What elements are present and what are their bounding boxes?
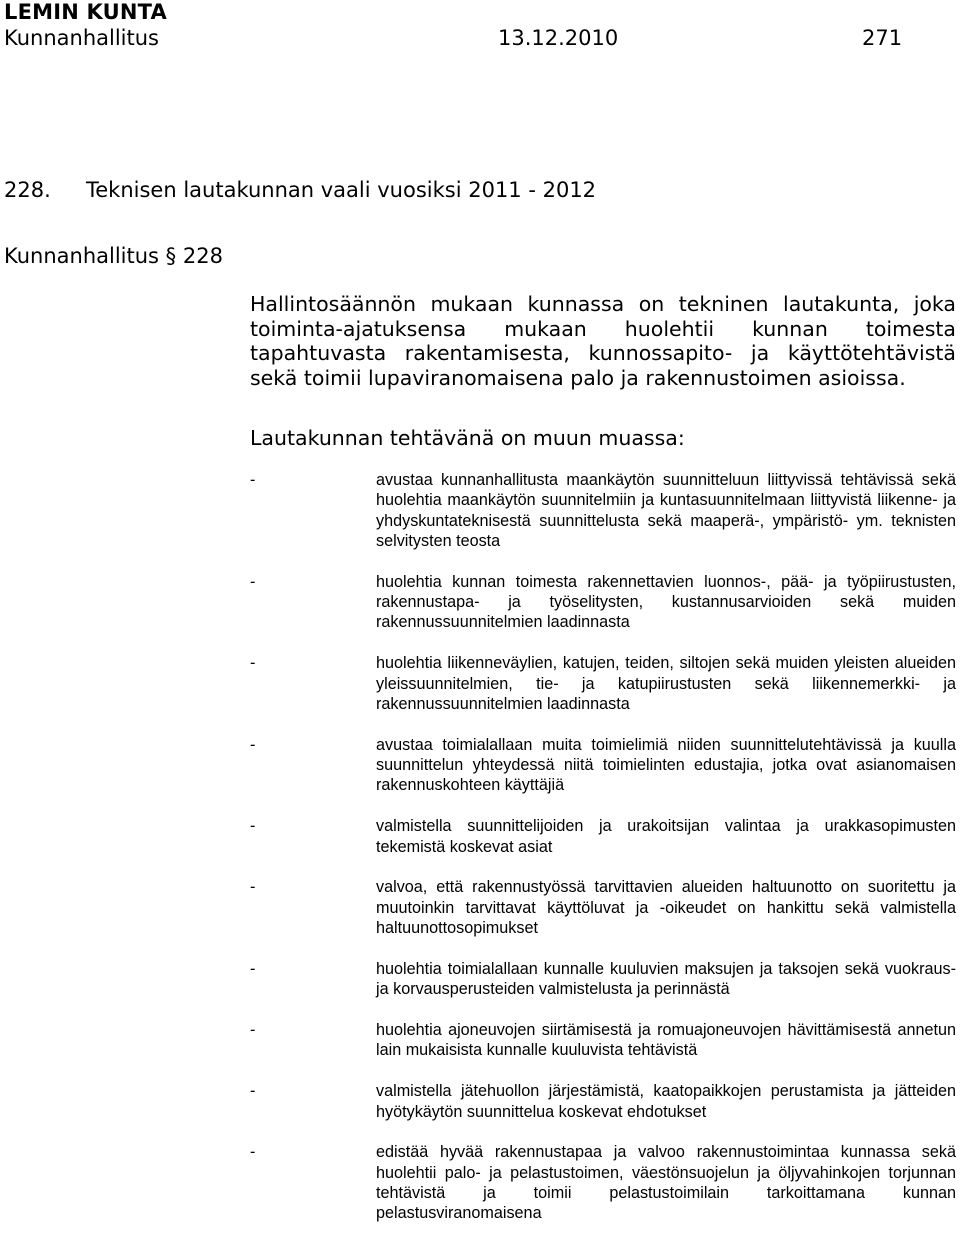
organization-name: LEMIN KUNTA: [4, 0, 168, 24]
task-text: huolehtia kunnan toimesta rakennettavien luonnos-, pää- ja työpiirustusten, rakennustapa- ja työselitysten, kustannusarvioiden sekä muiden rakennussuunnitelmien laadinnasta: [376, 572, 956, 632]
task-text: valvoa, että rakennustyössä tarvittavien alueiden haltuunotto on suoritettu ja muutoinkin tarvittavat käyttöluvat ja -oikeudet on hankittu sekä valmistella haltuunottosopimukset: [376, 878, 956, 938]
bullet-dash: -: [250, 654, 256, 673]
bullet-dash: -: [250, 572, 256, 591]
task-text: valmistella jätehuollon järjestämistä, kaatopaikkojen perustamista ja jätteiden hyötykäytön suunnittelua koskevat ehdotukset: [376, 1082, 956, 1121]
task-text: huolehtia toimialallaan kunnalle kuuluvien maksujen ja taksojen sekä vuokraus- ja korvausperusteiden valmistelusta ja perinnästä: [376, 959, 956, 999]
task-text: avustaa toimialallaan muita toimielimiä niiden suunnittelutehtävissä ja kuulla suunnittelun yhteydessä niitä toimielinten edustajia, jotka ovat asianomaisen rakennuskohteen käyttäjiä: [376, 735, 956, 795]
list-item: [250, 653, 960, 714]
list-item: [250, 1020, 960, 1061]
task-text: avustaa kunnanhallitusta maankäytön suunnitteluun liittyvissä tehtävissä sekä huolehtia maankäytön suunnitelmiin ja kuntasuunnitelmaan liittyvistä liikenne- ja yhdyskuntateknisestä suunnittelusta sekä maaperä-, ympäristö- ym. teknisten selvitysten teosta: [376, 471, 956, 550]
task-text: huolehtia ajoneuvojen siirtämisestä ja romuajoneuvojen hävittämisestä annetun lain mukaisista kunnalle kuuluvista tehtävistä: [376, 1021, 956, 1060]
bullet-dash: -: [250, 878, 256, 897]
list-item: [250, 816, 960, 857]
list-item: [250, 1142, 960, 1223]
board-name: Kunnanhallitus: [4, 26, 159, 50]
list-item: [250, 959, 960, 1000]
page-number: 271: [862, 26, 903, 50]
list-item: [250, 470, 960, 551]
bullet-dash: -: [250, 735, 256, 754]
list-item: [250, 877, 960, 938]
section-heading: [4, 178, 596, 202]
tasks-heading: Lautakunnan tehtävänä on muun muassa:: [250, 426, 685, 450]
task-list: [250, 470, 960, 1244]
task-text: edistää hyvää rakennustapaa ja valvoo rakennustoimintaa kunnassa sekä huolehtii palo- ja pelastustoimen, väestönsuojelun ja öljyvahinkojen torjunnan tehtävistä ja toimii pelastustoimilain tarkoittamana kunnan pelastusviranomaisena: [376, 1143, 956, 1223]
list-item: [250, 572, 960, 633]
section-number: 228.: [4, 178, 51, 202]
list-item: [250, 735, 960, 796]
task-text: valmistella suunnittelijoiden ja urakoitsijan valintaa ja urakkasopimusten tekemistä koskevat asiat: [376, 817, 956, 856]
agenda-reference: Kunnanhallitus § 228: [4, 244, 223, 268]
section-title: Teknisen lautakunnan vaali vuosiksi 2011 - 2012: [86, 178, 597, 202]
bullet-dash: -: [250, 1082, 256, 1101]
meeting-date: 13.12.2010: [498, 26, 619, 50]
bullet-dash: -: [250, 471, 256, 489]
bullet-dash: -: [250, 1143, 256, 1162]
list-item: [250, 1081, 960, 1122]
bullet-dash: -: [250, 959, 256, 978]
intro-paragraph: Hallintosäännön mukaan kunnassa on tekninen lautakunta, joka toiminta-ajatuksensa mukaan huolehtii kunnan toimesta tapahtuvasta rakentamisesta, kunnossapito- ja käyttötehtävistä sekä toimii lupaviranomaisena palo ja rakennustoimen asioissa.: [250, 292, 956, 390]
bullet-dash: -: [250, 817, 256, 836]
task-text: huolehtia liikenneväylien, katujen, teiden, siltojen sekä muiden yleisten alueiden yleissuunnitelmien, tie- ja katupiirustusten sekä liikennemerkki- ja rakennussuunnitelmien laadinnasta: [376, 654, 956, 713]
bullet-dash: -: [250, 1021, 256, 1040]
